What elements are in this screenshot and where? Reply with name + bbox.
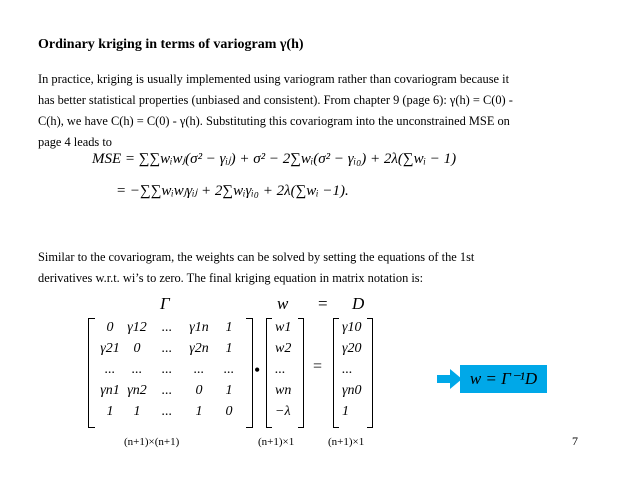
d-bracket-right (367, 318, 373, 428)
gamma-cell: ... (161, 404, 173, 419)
gamma-cell: ... (161, 320, 173, 335)
header-equals: = (318, 294, 328, 313)
gamma-cell: ... (104, 362, 116, 377)
w_vector-entry: w1 (275, 320, 292, 335)
gamma-bracket-right (246, 318, 253, 428)
w_vector-entry: −λ (275, 404, 291, 419)
gamma-cell: γn2 (127, 383, 147, 398)
gamma-cell: 0 (106, 320, 114, 335)
gamma-dimension: (n+1)×(n+1) (124, 436, 180, 448)
mse-equation-line-1: MSE = ∑∑wᵢwⱼ(σ² − γᵢⱼ) + σ² − 2∑wᵢ(σ² − γᵢ₀) + 2λ(∑wᵢ − 1) (92, 151, 457, 167)
intro-paragraph (38, 69, 598, 153)
d_vector-entry: γ20 (342, 341, 362, 356)
gamma-cell: γ12 (127, 320, 147, 335)
gamma-cell: γ2n (189, 341, 209, 356)
d_vector-entry: γ10 (342, 320, 362, 335)
gamma-cell: 1 (225, 341, 233, 356)
gamma-cell: 1 (195, 404, 203, 419)
intro-line-2: has better statistical properties (unbiased and consistent). From chapter 9 (page 6): γ(h) = C(0) - (38, 93, 513, 107)
w-vector (266, 318, 304, 428)
intro-line-1: In practice, kriging is usually implemented using variogram rather than covariogram because it (38, 72, 510, 86)
gamma-cell: 0 (225, 404, 233, 419)
mse-equation-box (80, 147, 550, 211)
weights-paragraph (38, 247, 598, 289)
mse-equation-line-2: = −∑∑wᵢwⱼγᵢⱼ + 2∑wᵢγᵢ₀ + 2λ(∑wᵢ −1). (116, 183, 349, 199)
w_vector-entry: w2 (275, 341, 292, 356)
d-bracket-left (333, 318, 339, 428)
gamma-cell: 1 (225, 320, 233, 335)
gamma-cell: 1 (225, 383, 233, 398)
gamma-cell: 0 (195, 383, 203, 398)
gamma-cell: 1 (133, 404, 141, 419)
gamma-cell: ... (161, 383, 173, 398)
gamma-cell: γn1 (100, 383, 120, 398)
d-vector (333, 318, 373, 428)
d_vector-entry: 1 (342, 404, 349, 419)
gamma-cell: 1 (106, 404, 114, 419)
page-number: 7 (572, 434, 578, 448)
gamma-cell: 0 (133, 341, 141, 356)
kriging-solution-box: w = Γ⁻¹D (460, 365, 547, 393)
w-dimension: (n+1)×1 (258, 436, 295, 448)
w-bracket-right (298, 318, 304, 428)
w_vector-entry: ... (275, 362, 286, 377)
intro-line-3: C(h), we have C(h) = C(0) - γ(h). Substituting this covariogram into the unconstrained MSE on (38, 114, 510, 128)
gamma-cell: ... (161, 362, 173, 377)
weights-line-2: derivatives w.r.t. wi’s to zero. The final kriging equation in matrix notation is: (38, 271, 424, 285)
d-symbol: D (352, 294, 365, 313)
d_vector-entry: γn0 (342, 383, 362, 398)
gamma-cell: γ21 (100, 341, 120, 356)
gamma-cell: ... (131, 362, 143, 377)
gamma-cell: γ1n (189, 320, 209, 335)
gamma-symbol: Γ (160, 294, 170, 313)
slide-title: Ordinary kriging in terms of variogram γ(h) (38, 37, 304, 52)
gamma-cell: ... (223, 362, 235, 377)
w_vector-entry: wn (275, 383, 292, 398)
w-symbol: w (277, 294, 289, 313)
d_vector-entry: ... (342, 362, 353, 377)
matrix-equals: = (313, 358, 323, 375)
multiply-dot: • (254, 360, 261, 380)
intro-line-4: page 4 leads to (38, 135, 112, 149)
gamma-bracket-left (88, 318, 95, 428)
arrow-body (437, 375, 451, 383)
gamma-matrix (88, 318, 253, 428)
d-dimension: (n+1)×1 (328, 436, 365, 448)
gamma-cell: ... (193, 362, 205, 377)
gamma-cell: ... (161, 341, 173, 356)
w-bracket-left (266, 318, 272, 428)
weights-line-1: Similar to the covariogram, the weights can be solved by setting the equations of the 1st (38, 250, 475, 264)
